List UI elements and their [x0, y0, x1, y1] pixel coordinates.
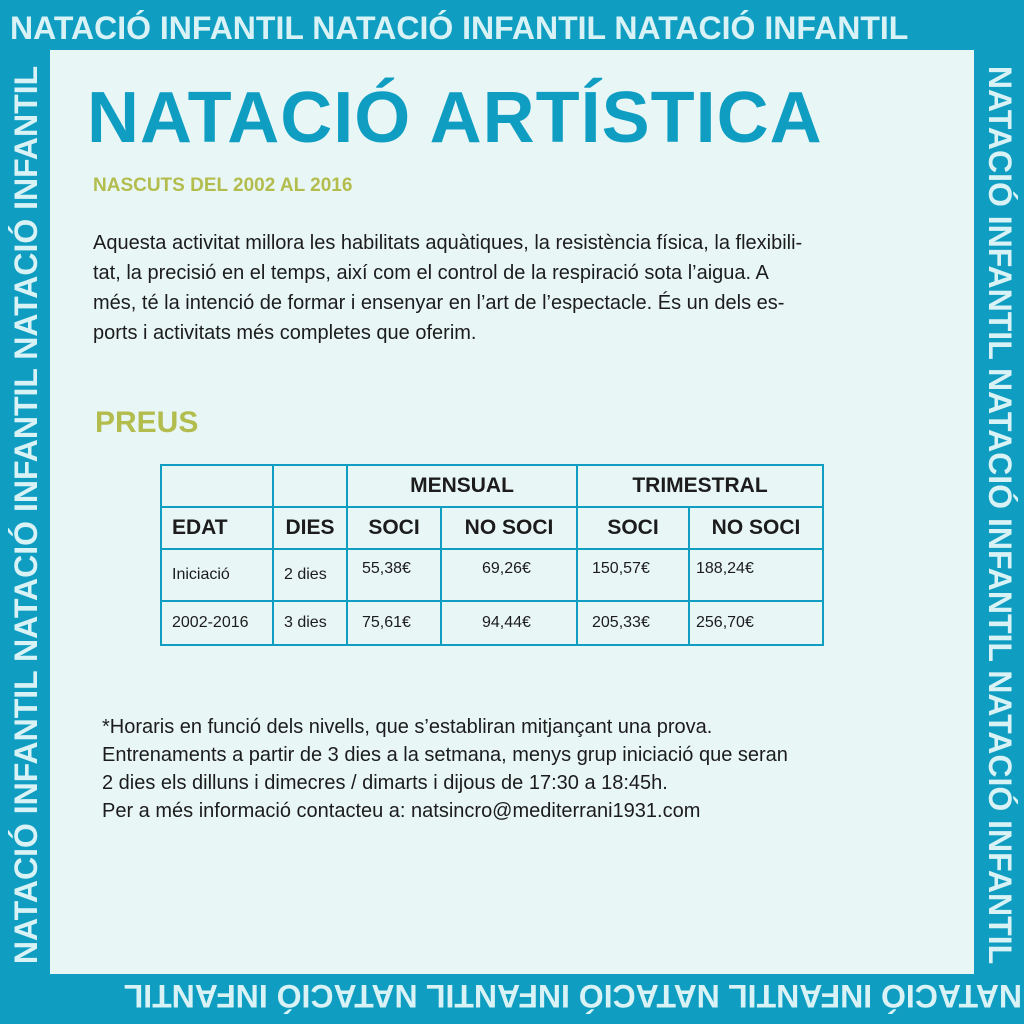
border-text-bottom: NATACIÓ INFANTIL NATACIÓ INFANTIL NATACIÓ INFANTIL	[123, 978, 1022, 1014]
table-cell: 75,61€	[347, 601, 441, 645]
description	[93, 228, 913, 348]
column-header-soci: SOCI	[347, 507, 441, 549]
prices-table	[160, 464, 824, 646]
note-line: Per a més informació contacteu a: natsincro@mediterrani1931.com	[102, 800, 701, 822]
column-header-no-soci: NO SOCI	[441, 507, 577, 549]
border-text-top: NATACIÓ INFANTIL NATACIÓ INFANTIL NATACIÓ INFANTIL	[10, 10, 909, 46]
description-line: més, té la intenció de formar i ensenyar en l’art de l’espectacle. És un dels es-	[93, 292, 785, 314]
page-title: NATACIÓ ARTÍSTICA	[87, 78, 823, 158]
table-cell: 150,57€	[577, 549, 689, 601]
subtitle: NASCUTS DEL 2002 AL 2016	[93, 175, 353, 196]
table-cell: 2002-2016	[161, 601, 273, 645]
border-text-right: NATACIÓ INFANTIL NATACIÓ INFANTIL NATACIÓ INFANTIL	[982, 65, 1018, 965]
table-cell: 3 dies	[273, 601, 347, 645]
group-header-mensual: MENSUAL	[347, 465, 577, 507]
prices-heading: PREUS	[95, 406, 199, 439]
table-cell-empty	[273, 465, 347, 507]
note-line: Entrenaments a partir de 3 dies a la setmana, menys grup iniciació que seran	[102, 744, 788, 766]
note-line: 2 dies els dilluns i dimecres / dimarts i dijous de 17:30 a 18:45h.	[102, 772, 668, 794]
table-cell: Iniciació	[161, 549, 273, 601]
table-cell: 55,38€	[347, 549, 441, 601]
description-line: ports i activitats més completes que oferim.	[93, 322, 477, 344]
table-cell-empty	[161, 465, 273, 507]
column-header-edat: EDAT	[161, 507, 273, 549]
notes	[102, 713, 788, 825]
description-line: Aquesta activitat millora les habilitats aquàtiques, la resistència física, la flexibili-	[93, 232, 803, 254]
table-row	[161, 601, 823, 645]
border-text-left: NATACIÓ INFANTIL NATACIÓ INFANTIL NATACIÓ INFANTIL	[8, 65, 44, 965]
column-header-no-soci: NO SOCI	[689, 507, 823, 549]
table-header-row	[161, 507, 823, 549]
column-header-dies: DIES	[273, 507, 347, 549]
table-cell: 94,44€	[441, 601, 577, 645]
table-cell: 205,33€	[577, 601, 689, 645]
table-group-header-row	[161, 465, 823, 507]
table-cell: 2 dies	[273, 549, 347, 601]
description-line: tat, la precisió en el temps, així com el control de la respiració sota l’aigua. A	[93, 262, 769, 284]
group-header-trimestral: TRIMESTRAL	[577, 465, 823, 507]
table-cell: 256,70€	[689, 601, 823, 645]
table-cell: 188,24€	[689, 549, 823, 601]
table-row	[161, 549, 823, 601]
note-line: *Horaris en funció dels nivells, que s’establiran mitjançant una prova.	[102, 716, 713, 738]
column-header-soci: SOCI	[577, 507, 689, 549]
content-panel	[50, 50, 974, 974]
table-cell: 69,26€	[441, 549, 577, 601]
